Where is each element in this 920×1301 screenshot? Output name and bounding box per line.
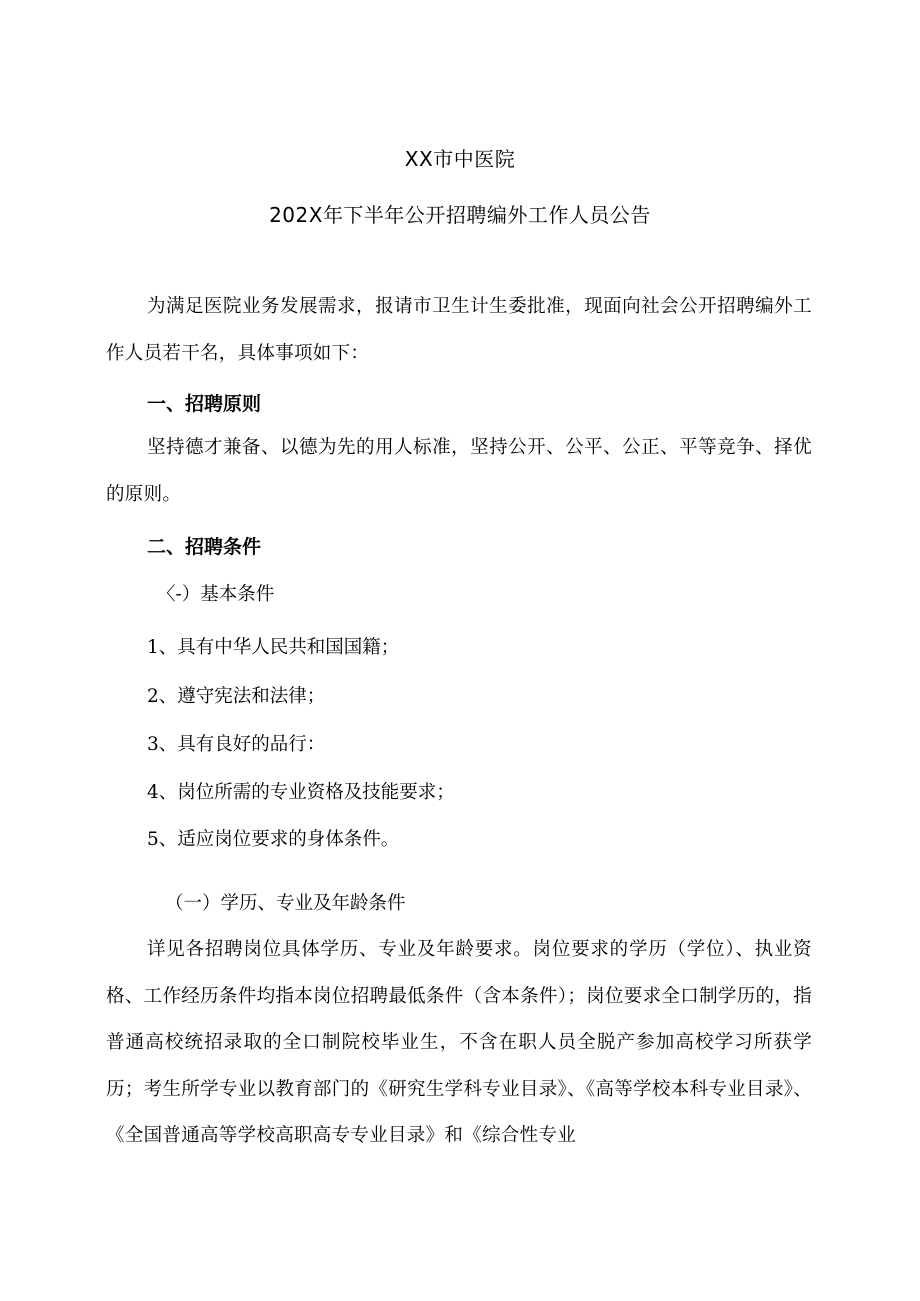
condition-item: 2、遵守宪法和法律； (147, 686, 326, 707)
education-conditions-body: 详见各招聘岗位具体学历、专业及年龄要求。岗位要求的学历（学位）、执业资格、工作经历条件均指本岗位招聘最低条件（含本条件）；岗位要求全口制学历的，指普通高校统招录取的全口制院校毕业生，不含在职人员全脱产参加高校学习所获学历；考生所学专业以教育部门的《研究生学科专业目录》、《高等学校本科专业目录》、《全国普通高等学校高职高专专业目录》和《综合性专业 (106, 939, 812, 1146)
hospital-name-title: XX市中医院 (404, 147, 516, 171)
section1-body: 坚持德才兼备、以德为先的用人标准，坚持公开、公平、公正、平等竞争、择优的原则。 (106, 437, 812, 505)
education-conditions-subheading: （一）学历、专业及年龄条件 (165, 893, 406, 914)
condition-item: 3、具有良好的品行： (147, 734, 326, 755)
condition-item: 1、具有中华人民共和国国籍； (147, 637, 400, 658)
basic-conditions-subheading: 〈-）基本条件 (157, 584, 275, 605)
intro-paragraph: 为满足医院业务发展需求，报请市卫生计生委批准，现面向社会公开招聘编外工作人员若干名，具体事项如下： (106, 296, 812, 364)
announcement-title: 202X年下半年公开招聘编外工作人员公告 (269, 203, 651, 227)
section2-heading: 二、招聘条件 (147, 536, 262, 558)
condition-item: 5、适应岗位要求的身体条件。 (147, 829, 400, 850)
section1-heading: 一、招聘原则 (147, 393, 262, 415)
condition-item: 4、岗位所需的专业资格及技能要求； (147, 782, 455, 803)
